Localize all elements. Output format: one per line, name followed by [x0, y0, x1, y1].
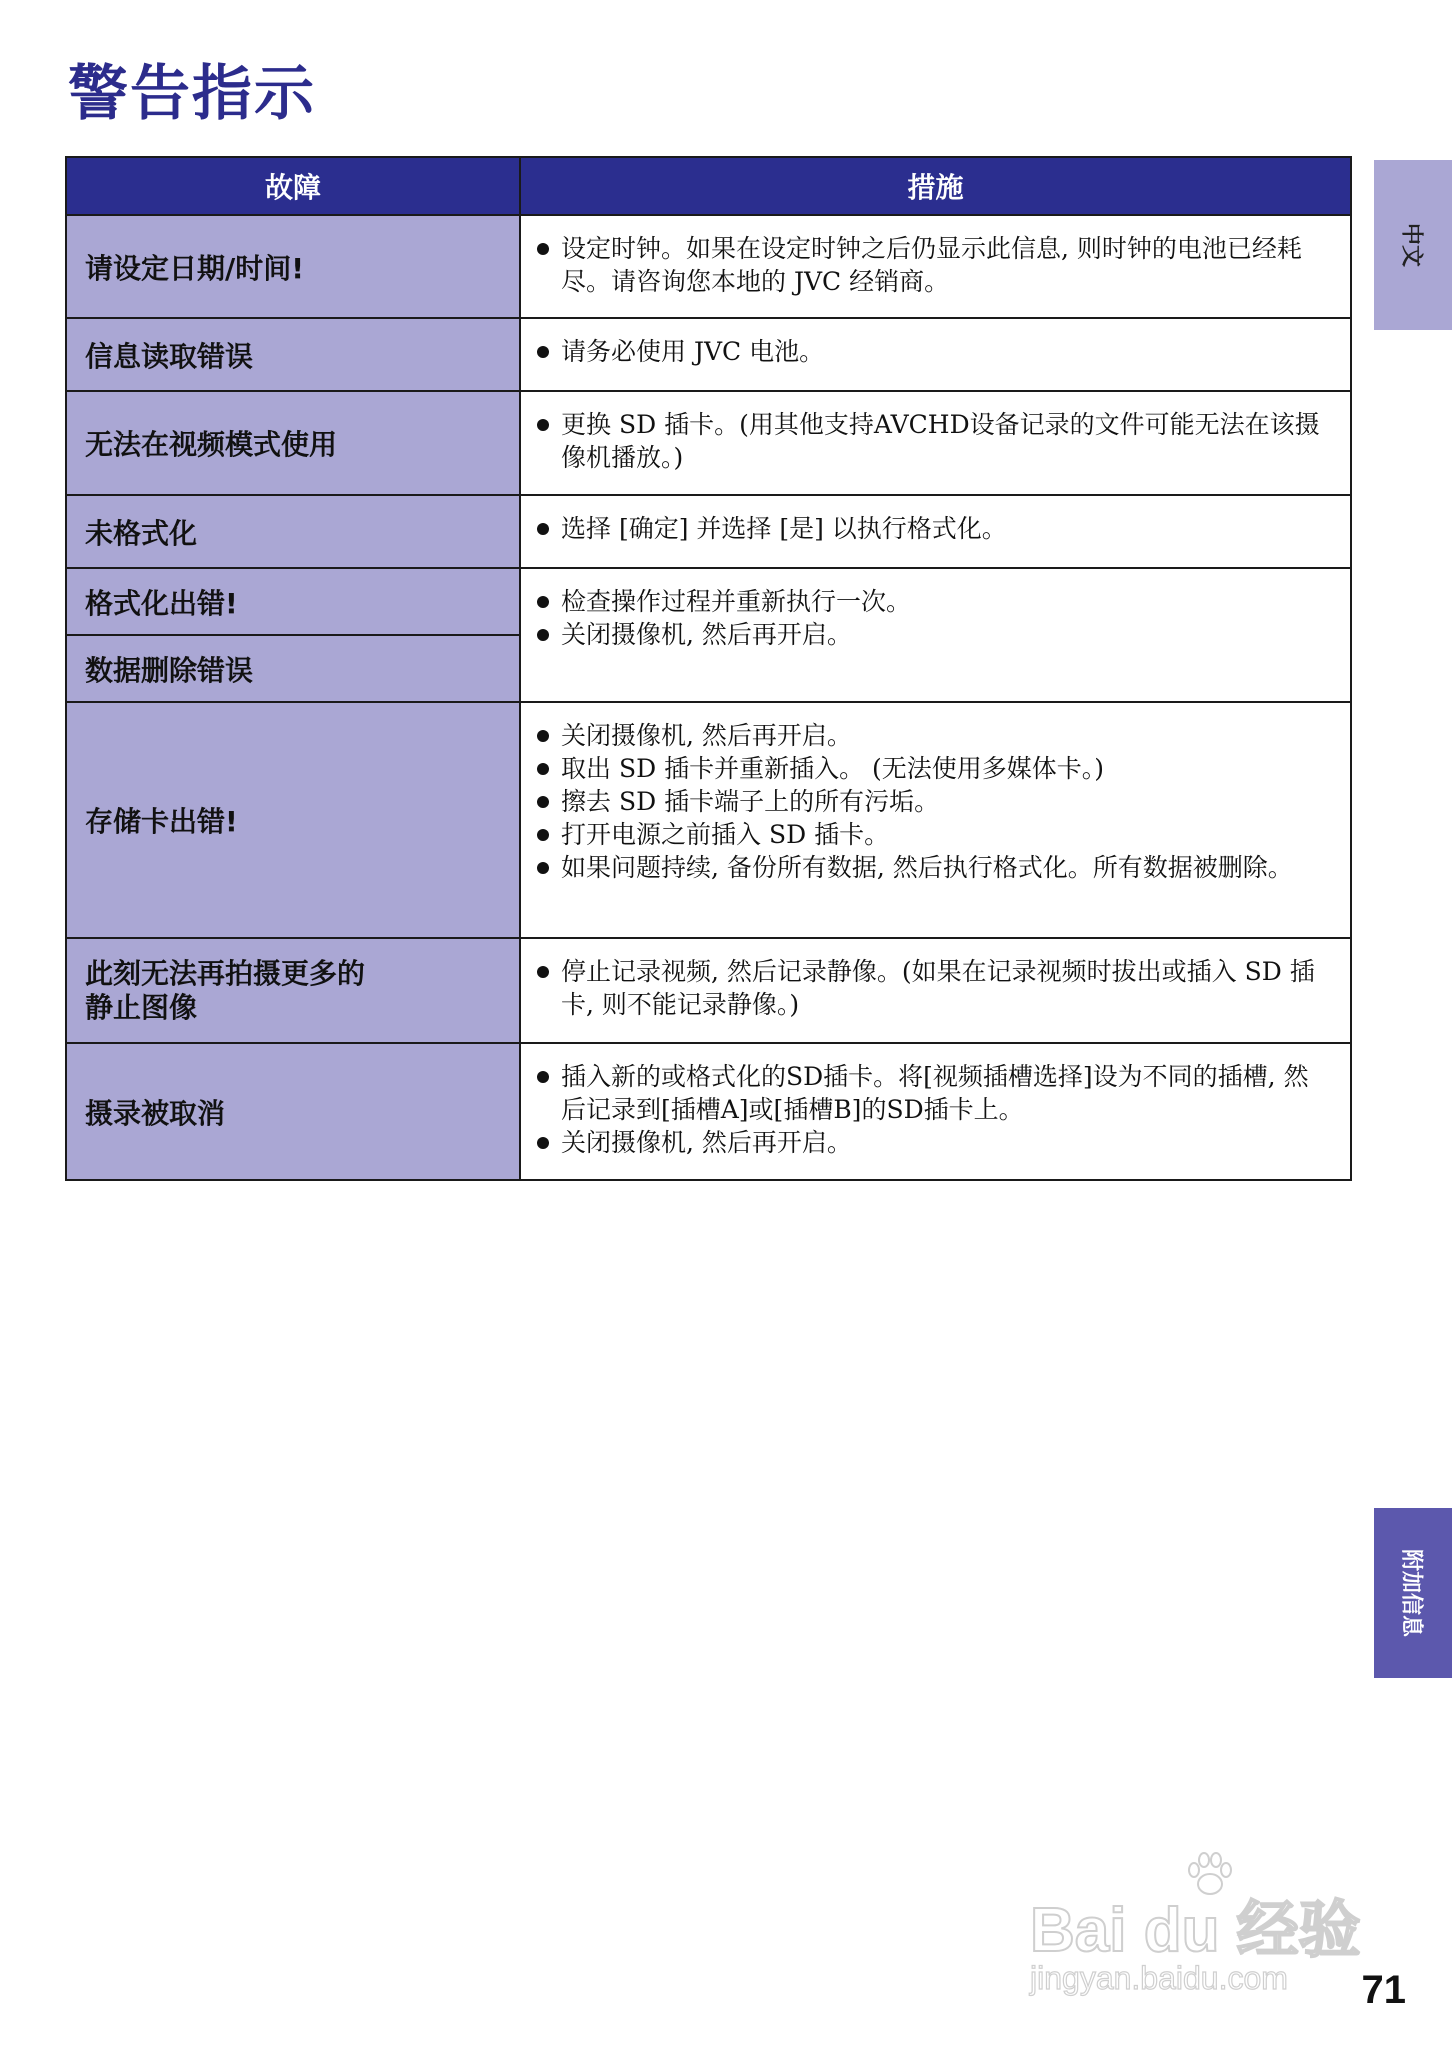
table-row — [66, 318, 1351, 391]
language-tab — [1374, 160, 1452, 330]
action-item: 如果问题持续, 备份所有数据, 然后执行格式化。所有数据被删除。 — [537, 851, 1332, 884]
fault-cell: 存储卡出错! — [66, 702, 520, 938]
action-item: 关闭摄像机, 然后再开启。 — [537, 719, 1332, 752]
fault-cell: 摄录被取消 — [66, 1043, 520, 1180]
table-row — [66, 215, 1351, 318]
action-item: 关闭摄像机, 然后再开启。 — [537, 1126, 1332, 1159]
watermark — [1030, 1850, 1370, 2000]
action-item: 请务必使用 JVC 电池。 — [537, 335, 1332, 368]
action-cell — [520, 1043, 1351, 1180]
action-item: 插入新的或格式化的SD插卡。将[视频插槽选择]设为不同的插槽, 然后记录到[插槽A]或[插槽B]的SD插卡上。 — [537, 1060, 1332, 1126]
action-item: 设定时钟。如果在设定时钟之后仍显示此信息, 则时钟的电池已经耗尽。请咨询您本地的 JVC 经销商。 — [537, 232, 1332, 298]
action-cell — [520, 938, 1351, 1043]
bullet-icon — [537, 829, 549, 841]
action-cell — [520, 702, 1351, 938]
bullet-icon — [537, 730, 549, 742]
bullet-icon — [537, 523, 549, 535]
action-item: 擦去 SD 插卡端子上的所有污垢。 — [537, 785, 1332, 818]
table-row — [66, 391, 1351, 495]
action-cell — [520, 495, 1351, 568]
fault-cell: 请设定日期/时间! — [66, 215, 520, 318]
section-tab-label: 附加信息 — [1398, 1548, 1424, 1638]
fault-cell: 此刻无法再拍摄更多的静止图像 — [66, 938, 520, 1043]
header-action: 措施 — [520, 157, 1351, 215]
page-title: 警告指示 — [68, 59, 316, 129]
fault-cell: 未格式化 — [66, 495, 520, 568]
bullet-icon — [537, 1137, 549, 1149]
warning-table — [65, 156, 1352, 1181]
action-cell — [520, 215, 1351, 318]
action-item: 取出 SD 插卡并重新插入。 (无法使用多媒体卡。) — [537, 752, 1332, 785]
action-item: 更换 SD 插卡。(用其他支持AVCHD设备记录的文件可能无法在该摄像机播放。) — [537, 408, 1332, 474]
table-header-row — [66, 157, 1351, 215]
bullet-icon — [537, 243, 549, 255]
bullet-icon — [537, 796, 549, 808]
fault-cell: 数据删除错误 — [66, 635, 520, 702]
header-fault: 故障 — [66, 157, 520, 215]
fault-cell: 信息读取错误 — [66, 318, 520, 391]
action-item: 选择 [确定] 并选择 [是] 以执行格式化。 — [537, 512, 1332, 545]
watermark-url: jingyan.baidu.com — [1030, 1960, 1288, 1996]
action-item: 关闭摄像机, 然后再开启。 — [537, 618, 1332, 651]
table-row — [66, 702, 1351, 938]
fault-cell: 无法在视频模式使用 — [66, 391, 520, 495]
bullet-icon — [537, 629, 549, 641]
fault-cell: 格式化出错! — [66, 568, 520, 635]
bullet-icon — [537, 346, 549, 358]
bullet-icon — [537, 966, 549, 978]
bullet-icon — [537, 862, 549, 874]
bullet-icon — [537, 419, 549, 431]
action-cell — [520, 318, 1351, 391]
section-tab — [1374, 1508, 1452, 1678]
table-row — [66, 568, 1351, 635]
table-row — [66, 938, 1351, 1043]
action-cell — [520, 568, 1351, 702]
table-row — [66, 495, 1351, 568]
paw-icon — [1180, 1850, 1240, 1900]
bullet-icon — [537, 1071, 549, 1083]
action-item: 检查操作过程并重新执行一次。 — [537, 585, 1332, 618]
action-cell — [520, 391, 1351, 495]
watermark-brand: Bai du 经验 — [1030, 1896, 1361, 1965]
action-item: 停止记录视频, 然后记录静像。(如果在记录视频时拔出或插入 SD 插卡, 则不能记录静像。) — [537, 955, 1332, 1021]
language-tab-label: 中文 — [1398, 222, 1424, 268]
table-row — [66, 1043, 1351, 1180]
bullet-icon — [537, 596, 549, 608]
bullet-icon — [537, 763, 549, 775]
action-item: 打开电源之前插入 SD 插卡。 — [537, 818, 1332, 851]
page-number: 71 — [1361, 1968, 1406, 2012]
